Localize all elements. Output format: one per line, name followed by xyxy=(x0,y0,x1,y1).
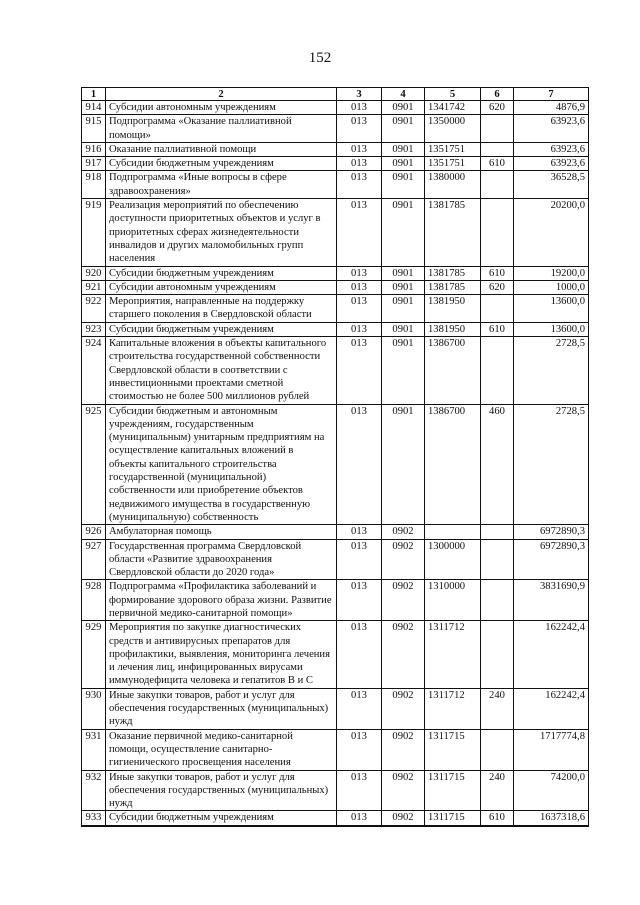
page-number: 152 xyxy=(308,50,332,66)
row-ministry-code: 013 xyxy=(337,621,382,688)
row-number: 924 xyxy=(82,337,106,404)
table-row xyxy=(82,688,589,729)
column-header: 4 xyxy=(382,88,425,101)
row-number: 918 xyxy=(82,171,106,199)
row-expense-type-code xyxy=(481,621,514,688)
row-target-code: 1380000 xyxy=(425,171,481,199)
row-name: Подпрограмма «Иные вопросы в сфере здравоохранения» xyxy=(106,171,337,199)
row-name: Субсидии бюджетным учреждениям xyxy=(106,811,337,826)
row-expense-type-code xyxy=(481,199,514,266)
row-name: Мероприятия, направленные на поддержку старшего поколения в Свердловской области xyxy=(106,295,337,323)
column-header: 1 xyxy=(82,88,106,101)
row-section-code: 0901 xyxy=(382,295,425,323)
table-row xyxy=(82,729,589,770)
table-row xyxy=(82,115,589,143)
row-expense-type-code: 240 xyxy=(481,688,514,729)
row-section-code: 0901 xyxy=(382,115,425,143)
row-expense-type-code: 610 xyxy=(481,322,514,336)
row-target-code: 1386700 xyxy=(425,337,481,404)
row-number: 926 xyxy=(82,525,106,539)
column-header: 3 xyxy=(337,88,382,101)
table-row xyxy=(82,295,589,323)
row-section-code: 0901 xyxy=(382,280,425,294)
row-name: Капитальные вложения в объекты капитального строительства государственной собственности Свердловской области в соответствии с инвестиционными проектами сметной стоимостью не более 500 миллионов рублей xyxy=(106,337,337,404)
row-expense-type-code xyxy=(481,337,514,404)
row-target-code: 1350000 xyxy=(425,115,481,143)
row-section-code: 0901 xyxy=(382,157,425,171)
row-section-code: 0901 xyxy=(382,337,425,404)
row-name: Мероприятия по закупке диагностических средств и антивирусных препаратов для профилактики, выявления, мониторинга лечения и лечения лиц, инфицированных вирусами иммунодефицита человека и гепатитов В и С xyxy=(106,621,337,688)
row-target-code: 1311715 xyxy=(425,811,481,826)
table-row xyxy=(82,266,589,280)
row-name: Субсидии автономным учреждениям xyxy=(106,280,337,294)
row-ministry-code: 013 xyxy=(337,157,382,171)
row-ministry-code: 013 xyxy=(337,580,382,621)
row-section-code: 0901 xyxy=(382,266,425,280)
row-section-code: 0901 xyxy=(382,171,425,199)
row-amount: 74200,0 xyxy=(514,770,589,811)
row-ministry-code: 013 xyxy=(337,115,382,143)
row-amount: 1717774,8 xyxy=(514,729,589,770)
row-target-code: 1311715 xyxy=(425,770,481,811)
row-target-code: 1386700 xyxy=(425,404,481,525)
row-ministry-code: 013 xyxy=(337,811,382,826)
table-row xyxy=(82,337,589,404)
row-name: Иные закупки товаров, работ и услуг для обеспечения государственных (муниципальных) нужд xyxy=(106,688,337,729)
row-number: 928 xyxy=(82,580,106,621)
row-amount: 162242,4 xyxy=(514,621,589,688)
row-expense-type-code: 460 xyxy=(481,404,514,525)
row-amount: 4876,9 xyxy=(514,101,589,115)
row-ministry-code: 013 xyxy=(337,266,382,280)
row-section-code: 0901 xyxy=(382,404,425,525)
row-amount: 2728,5 xyxy=(514,337,589,404)
row-amount: 6972890,3 xyxy=(514,539,589,580)
row-target-code: 1381785 xyxy=(425,199,481,266)
row-section-code: 0902 xyxy=(382,525,425,539)
row-number: 925 xyxy=(82,404,106,525)
row-section-code: 0902 xyxy=(382,811,425,826)
row-target-code: 1341742 xyxy=(425,101,481,115)
row-name: Государственная программа Свердловской области «Развитие здравоохранения Свердловской области до 2020 года» xyxy=(106,539,337,580)
row-amount: 63923,6 xyxy=(514,142,589,156)
table-row xyxy=(82,539,589,580)
row-number: 917 xyxy=(82,157,106,171)
row-expense-type-code: 240 xyxy=(481,770,514,811)
row-name: Подпрограмма «Профилактика заболеваний и формирование здорового образа жизни. Развитие первичной медико-санитарной помощи» xyxy=(106,580,337,621)
row-target-code xyxy=(425,525,481,539)
row-expense-type-code xyxy=(481,142,514,156)
row-number: 920 xyxy=(82,266,106,280)
row-target-code: 1351751 xyxy=(425,157,481,171)
row-number: 930 xyxy=(82,688,106,729)
row-target-code: 1381785 xyxy=(425,266,481,280)
table-row xyxy=(82,770,589,811)
row-amount: 36528,5 xyxy=(514,171,589,199)
row-number: 923 xyxy=(82,322,106,336)
row-expense-type-code xyxy=(481,115,514,143)
table-row xyxy=(82,525,589,539)
row-ministry-code: 013 xyxy=(337,280,382,294)
row-expense-type-code xyxy=(481,580,514,621)
row-amount: 13600,0 xyxy=(514,295,589,323)
row-ministry-code: 013 xyxy=(337,337,382,404)
row-number: 915 xyxy=(82,115,106,143)
row-name: Амбулаторная помощь xyxy=(106,525,337,539)
row-target-code: 1311715 xyxy=(425,729,481,770)
row-target-code: 1351751 xyxy=(425,142,481,156)
row-ministry-code: 013 xyxy=(337,525,382,539)
row-section-code: 0902 xyxy=(382,580,425,621)
column-header: 7 xyxy=(514,88,589,101)
row-number: 921 xyxy=(82,280,106,294)
row-ministry-code: 013 xyxy=(337,770,382,811)
row-amount: 20200,0 xyxy=(514,199,589,266)
row-amount: 63923,6 xyxy=(514,157,589,171)
row-target-code: 1300000 xyxy=(425,539,481,580)
row-section-code: 0902 xyxy=(382,621,425,688)
row-expense-type-code: 610 xyxy=(481,266,514,280)
row-section-code: 0902 xyxy=(382,729,425,770)
header-row xyxy=(82,88,589,101)
row-number: 929 xyxy=(82,621,106,688)
table-row xyxy=(82,580,589,621)
row-number: 931 xyxy=(82,729,106,770)
row-expense-type-code: 610 xyxy=(481,157,514,171)
table-row xyxy=(82,621,589,688)
row-ministry-code: 013 xyxy=(337,322,382,336)
row-expense-type-code xyxy=(481,171,514,199)
row-expense-type-code xyxy=(481,525,514,539)
column-header: 5 xyxy=(425,88,481,101)
row-amount: 19200,0 xyxy=(514,266,589,280)
row-amount: 6972890,3 xyxy=(514,525,589,539)
row-ministry-code: 013 xyxy=(337,199,382,266)
row-name: Субсидии бюджетным учреждениям xyxy=(106,266,337,280)
row-name: Иные закупки товаров, работ и услуг для обеспечения государственных (муниципальных) нужд xyxy=(106,770,337,811)
row-target-code: 1381950 xyxy=(425,322,481,336)
row-section-code: 0901 xyxy=(382,101,425,115)
row-name: Субсидии бюджетным и автономным учреждениям, государственным (муниципальным) унитарным предприятиям на осуществление капитальных вложений в объекты капитального строительства государственной (муниципальной) собственности или приобретение объектов недвижимого имущества в государственную (муниципальную) собственность xyxy=(106,404,337,525)
table-row xyxy=(82,101,589,115)
row-ministry-code: 013 xyxy=(337,404,382,525)
row-expense-type-code: 620 xyxy=(481,101,514,115)
row-number: 919 xyxy=(82,199,106,266)
row-amount: 162242,4 xyxy=(514,688,589,729)
column-header: 2 xyxy=(106,88,337,101)
row-name: Оказание паллиативной помощи xyxy=(106,142,337,156)
budget-table xyxy=(81,87,589,827)
table-row xyxy=(82,280,589,294)
row-name: Подпрограмма «Оказание паллиативной помощи» xyxy=(106,115,337,143)
row-target-code: 1310000 xyxy=(425,580,481,621)
row-section-code: 0902 xyxy=(382,770,425,811)
row-expense-type-code: 610 xyxy=(481,811,514,826)
row-name: Реализация мероприятий по обеспечению доступности приоритетных объектов и услуг в приоритетных сферах жизнедеятельности инвалидов и других маломобильных групп населения xyxy=(106,199,337,266)
row-ministry-code: 013 xyxy=(337,539,382,580)
row-amount: 13600,0 xyxy=(514,322,589,336)
table-row xyxy=(82,171,589,199)
row-ministry-code: 013 xyxy=(337,688,382,729)
row-ministry-code: 013 xyxy=(337,171,382,199)
table-row xyxy=(82,142,589,156)
row-name: Оказание первичной медико-санитарной помощи, осуществление санитарно-гигиенического просвещения населения xyxy=(106,729,337,770)
row-section-code: 0901 xyxy=(382,199,425,266)
row-number: 927 xyxy=(82,539,106,580)
row-number: 932 xyxy=(82,770,106,811)
row-number: 922 xyxy=(82,295,106,323)
row-amount: 63923,6 xyxy=(514,115,589,143)
table-row xyxy=(82,811,589,826)
row-name: Субсидии бюджетным учреждениям xyxy=(106,322,337,336)
row-expense-type-code: 620 xyxy=(481,280,514,294)
row-number: 914 xyxy=(82,101,106,115)
row-ministry-code: 013 xyxy=(337,729,382,770)
row-ministry-code: 013 xyxy=(337,142,382,156)
row-amount: 1000,0 xyxy=(514,280,589,294)
row-section-code: 0901 xyxy=(382,142,425,156)
row-name: Субсидии бюджетным учреждениям xyxy=(106,157,337,171)
row-name: Субсидии автономным учреждениям xyxy=(106,101,337,115)
row-amount: 2728,5 xyxy=(514,404,589,525)
row-target-code: 1311712 xyxy=(425,688,481,729)
row-number: 933 xyxy=(82,811,106,826)
row-section-code: 0902 xyxy=(382,688,425,729)
row-target-code: 1381785 xyxy=(425,280,481,294)
row-target-code: 1311712 xyxy=(425,621,481,688)
table-row xyxy=(82,322,589,336)
row-target-code: 1381950 xyxy=(425,295,481,323)
row-ministry-code: 013 xyxy=(337,295,382,323)
row-section-code: 0902 xyxy=(382,539,425,580)
table-row xyxy=(82,157,589,171)
row-expense-type-code xyxy=(481,295,514,323)
row-ministry-code: 013 xyxy=(337,101,382,115)
table-row xyxy=(82,199,589,266)
table-row xyxy=(82,404,589,525)
row-amount: 1637318,6 xyxy=(514,811,589,826)
row-amount: 3831690,9 xyxy=(514,580,589,621)
row-expense-type-code xyxy=(481,729,514,770)
row-number: 916 xyxy=(82,142,106,156)
row-expense-type-code xyxy=(481,539,514,580)
row-section-code: 0901 xyxy=(382,322,425,336)
column-header: 6 xyxy=(481,88,514,101)
